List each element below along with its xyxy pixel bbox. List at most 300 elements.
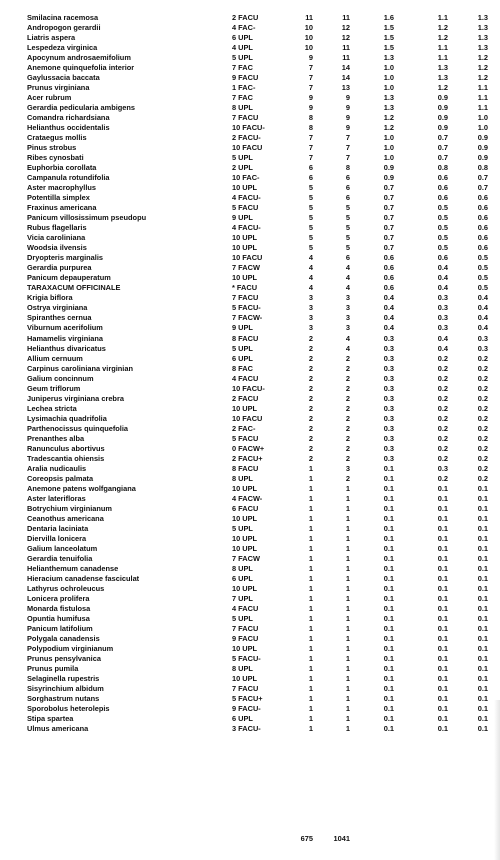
value-3: 0.7 — [383, 183, 394, 193]
value-5: 0.1 — [477, 643, 488, 653]
value-3: 1.5 — [383, 43, 394, 53]
value-5: 0.1 — [477, 684, 488, 694]
value-1: 1 — [308, 684, 313, 694]
value-2: 1 — [345, 704, 350, 714]
value-4: 0.6 — [437, 193, 448, 203]
value-2: 7 — [345, 153, 350, 163]
value-5: 0.1 — [477, 583, 488, 593]
value-1: 1 — [308, 603, 313, 613]
table-row — [0, 404, 500, 414]
wetland-indicator: 7 FACW- — [232, 313, 263, 323]
species-name: Polypodium virginianum — [27, 643, 114, 653]
table-row — [0, 43, 500, 53]
wetland-indicator: 2 FACU- — [232, 133, 261, 143]
value-4: 0.4 — [437, 333, 448, 343]
value-1: 1 — [308, 714, 313, 724]
wetland-indicator: 2 FACU — [232, 13, 259, 22]
wetland-indicator: 10 UPL — [232, 583, 258, 593]
value-1: 2 — [308, 353, 313, 363]
species-name: Gerardia pedicularia ambigens — [27, 103, 136, 113]
value-3: 0.1 — [383, 563, 394, 573]
species-name: Prunus virginiana — [27, 83, 90, 93]
wetland-indicator: 10 FACU — [232, 413, 263, 423]
table-row — [0, 334, 500, 344]
value-2: 3 — [345, 313, 350, 323]
value-2: 12 — [341, 23, 350, 33]
value-4: 1.1 — [437, 53, 448, 63]
species-name: Hieracium canadense fasciculat — [27, 573, 140, 583]
species-name: Ribes cynosbati — [27, 153, 84, 163]
value-1: 2 — [308, 403, 313, 413]
species-name: Juniperus virginiana crebra — [27, 393, 124, 403]
species-name: Lysimachia quadrifolia — [27, 413, 107, 423]
value-3: 1.0 — [383, 73, 394, 83]
species-name: Ulmus americana — [27, 724, 89, 734]
value-5: 0.1 — [477, 593, 488, 603]
value-2: 5 — [345, 243, 350, 253]
species-name: Helianthemum canadense — [27, 563, 119, 573]
value-4: 0.1 — [437, 714, 448, 724]
wetland-indicator: 7 FACW — [232, 553, 260, 563]
value-3: 0.1 — [383, 483, 394, 493]
value-1: 1 — [308, 573, 313, 583]
value-5: 0.5 — [477, 263, 488, 273]
value-4: 1.3 — [437, 63, 448, 73]
value-5: 0.2 — [477, 373, 488, 383]
value-5: 0.2 — [477, 363, 488, 373]
value-1: 2 — [308, 433, 313, 443]
value-5: 0.2 — [477, 423, 488, 433]
table-row — [0, 524, 500, 534]
table-row — [0, 163, 500, 173]
value-1: 10 — [304, 43, 313, 53]
table-row — [0, 624, 500, 634]
value-4: 0.9 — [437, 113, 448, 123]
table-row — [0, 444, 500, 454]
value-3: 0.1 — [383, 603, 394, 613]
species-name: Prunus pumila — [27, 664, 79, 674]
table-row — [0, 694, 500, 704]
value-1: 1 — [308, 483, 313, 493]
wetland-indicator: 10 FACU- — [232, 123, 265, 133]
wetland-indicator: 0 FACW+ — [232, 443, 265, 453]
value-1: 5 — [308, 193, 313, 203]
value-4: 0.9 — [437, 123, 448, 133]
value-4: 0.2 — [437, 423, 448, 433]
table-row — [0, 83, 500, 93]
value-4: 0.1 — [437, 533, 448, 543]
table-row — [0, 394, 500, 404]
value-4: 0.5 — [437, 233, 448, 243]
value-5: 0.2 — [477, 413, 488, 423]
value-2: 3 — [345, 323, 350, 333]
value-1: 5 — [308, 183, 313, 193]
value-1: 1 — [308, 664, 313, 674]
wetland-indicator: 9 FACU — [232, 73, 259, 83]
value-3: 0.6 — [383, 253, 394, 263]
wetland-indicator: 8 UPL — [232, 563, 253, 573]
value-1: 1 — [308, 704, 313, 714]
value-4: 0.2 — [437, 353, 448, 363]
table-row — [0, 303, 500, 313]
value-4: 0.1 — [437, 503, 448, 513]
value-1: 1 — [308, 553, 313, 563]
value-1: 4 — [308, 273, 313, 283]
wetland-indicator: 9 FACU — [232, 633, 259, 643]
species-name: Lespedeza virginica — [27, 43, 98, 53]
species-name: Lonicera prolifera — [27, 593, 90, 603]
value-1: 2 — [308, 343, 313, 353]
value-2: 2 — [345, 443, 350, 453]
value-3: 0.3 — [383, 333, 394, 343]
value-4: 1.3 — [437, 73, 448, 83]
wetland-indicator: 3 FACU- — [232, 724, 261, 734]
species-name: Viburnum acerifolium — [27, 323, 103, 333]
value-1: 1 — [308, 583, 313, 593]
value-3: 1.0 — [383, 143, 394, 153]
value-4: 0.5 — [437, 223, 448, 233]
value-2: 1 — [345, 593, 350, 603]
table-row — [0, 133, 500, 143]
value-5: 0.5 — [477, 283, 488, 293]
value-5: 0.2 — [477, 433, 488, 443]
value-4: 0.5 — [437, 203, 448, 213]
table-row — [0, 604, 500, 614]
value-5: 1.0 — [477, 123, 488, 133]
wetland-indicator: 4 UPL — [232, 43, 253, 53]
value-3: 0.1 — [383, 503, 394, 513]
species-name: Panicum depauperatum — [27, 273, 111, 283]
wetland-indicator: 6 FACU — [232, 503, 259, 513]
value-3: 1.3 — [383, 103, 394, 113]
table-row — [0, 233, 500, 243]
value-3: 0.3 — [383, 383, 394, 393]
table-row — [0, 494, 500, 504]
value-2: 1 — [345, 613, 350, 623]
value-2: 11 — [342, 43, 350, 53]
wetland-indicator: * FACU — [232, 283, 258, 293]
value-2: 1 — [345, 513, 350, 523]
value-3: 0.1 — [383, 543, 394, 553]
wetland-indicator: 7 FACU — [232, 293, 259, 303]
species-name: Dryopteris marginalis — [27, 253, 103, 263]
table-row — [0, 173, 500, 183]
value-5: 0.2 — [477, 473, 488, 483]
species-name: Sporobolus heterolepis — [27, 704, 110, 714]
value-5: 0.2 — [477, 403, 488, 413]
wetland-indicator: 10 UPL — [232, 533, 258, 543]
value-2: 2 — [345, 393, 350, 403]
species-name: Anemone quinquefolia interior — [27, 63, 135, 73]
value-3: 0.4 — [383, 323, 394, 333]
value-4: 1.2 — [437, 33, 448, 43]
wetland-indicator: 7 FACW — [232, 263, 260, 273]
value-2: 1 — [345, 573, 350, 583]
value-2: 7 — [345, 143, 350, 153]
table-row — [0, 714, 500, 724]
value-2: 4 — [345, 333, 350, 343]
value-3: 1.3 — [383, 53, 394, 63]
value-1: 3 — [308, 323, 313, 333]
value-4: 0.1 — [437, 704, 448, 714]
value-3: 0.3 — [383, 423, 394, 433]
value-4: 0.6 — [437, 253, 448, 263]
value-5: 0.1 — [477, 573, 488, 583]
wetland-indicator: 8 UPL — [232, 103, 253, 113]
value-5: 0.1 — [477, 654, 488, 663]
species-name: Helianthus occidentalis — [27, 123, 110, 133]
value-3: 0.4 — [383, 313, 394, 323]
value-4: 0.9 — [437, 93, 448, 103]
value-3: 0.1 — [383, 583, 394, 593]
value-2: 14 — [341, 73, 350, 83]
species-name: Smilacina racemosa — [27, 13, 99, 22]
species-name: Diervilla lonicera — [27, 533, 87, 543]
value-2: 1 — [345, 623, 350, 633]
table-row — [0, 283, 500, 293]
value-2: 4 — [345, 343, 350, 353]
value-5: 0.1 — [477, 613, 488, 623]
wetland-indicator: 5 UPL — [232, 343, 253, 353]
value-1: 6 — [308, 173, 313, 183]
value-5: 0.2 — [477, 463, 488, 473]
table-row — [0, 464, 500, 474]
value-4: 0.1 — [437, 643, 448, 653]
value-3: 1.0 — [383, 153, 394, 163]
value-2: 11 — [342, 13, 350, 22]
table-row — [0, 674, 500, 684]
value-5: 0.1 — [477, 563, 488, 573]
value-3: 0.1 — [383, 463, 394, 473]
value-2: 4 — [345, 263, 350, 273]
table-row — [0, 354, 500, 364]
table-row — [0, 484, 500, 494]
value-2: 2 — [345, 473, 350, 483]
table-row — [0, 644, 500, 654]
table-row — [0, 13, 500, 23]
value-4: 0.7 — [437, 143, 448, 153]
value-1: 2 — [308, 393, 313, 403]
species-name: Comandra richardsiana — [27, 113, 110, 123]
table-row — [0, 534, 500, 544]
value-4: 0.6 — [437, 183, 448, 193]
species-name: Woodsia ilvensis — [27, 243, 87, 253]
value-4: 0.7 — [437, 153, 448, 163]
value-4: 0.4 — [437, 263, 448, 273]
value-4: 0.2 — [437, 413, 448, 423]
species-name: Helianthus divaricatus — [27, 343, 106, 353]
value-2: 6 — [345, 173, 350, 183]
value-3: 0.7 — [383, 213, 394, 223]
value-5: 1.3 — [477, 33, 488, 43]
value-2: 1 — [345, 654, 350, 663]
value-4: 0.1 — [437, 513, 448, 523]
species-name: TARAXACUM OFFICINALE — [27, 283, 121, 293]
value-4: 0.2 — [437, 383, 448, 393]
wetland-indicator: 6 UPL — [232, 573, 253, 583]
value-2: 2 — [345, 383, 350, 393]
value-5: 0.2 — [477, 453, 488, 463]
value-2: 4 — [345, 283, 350, 293]
wetland-indicator: 1 FAC- — [232, 83, 256, 93]
value-2: 5 — [345, 223, 350, 233]
value-1: 7 — [308, 153, 313, 163]
value-3: 0.3 — [383, 413, 394, 423]
species-name: Crataegus mollis — [27, 133, 87, 143]
value-4: 0.1 — [437, 613, 448, 623]
table-row — [0, 454, 500, 464]
wetland-indicator: 10 UPL — [232, 483, 258, 493]
species-name: Gerardia purpurea — [27, 263, 92, 273]
value-3: 1.5 — [383, 23, 394, 33]
value-1: 1 — [308, 473, 313, 483]
value-4: 0.7 — [437, 133, 448, 143]
value-2: 2 — [345, 433, 350, 443]
value-5: 0.1 — [477, 503, 488, 513]
value-5: 0.1 — [477, 543, 488, 553]
species-name: Monarda fistulosa — [27, 603, 91, 613]
value-1: 9 — [308, 93, 313, 103]
value-3: 1.0 — [383, 63, 394, 73]
wetland-indicator: 4 FACU — [232, 603, 259, 613]
value-5: 0.4 — [477, 323, 488, 333]
value-5: 0.1 — [477, 483, 488, 493]
value-3: 0.6 — [383, 263, 394, 273]
value-1: 1 — [308, 513, 313, 523]
value-3: 1.6 — [383, 13, 394, 22]
total-column-2: 1041 — [333, 834, 350, 843]
value-3: 0.1 — [383, 724, 394, 734]
value-5: 0.6 — [477, 213, 488, 223]
wetland-indicator: 5 UPL — [232, 153, 253, 163]
table-row — [0, 474, 500, 484]
wetland-indicator: 4 FACU — [232, 373, 259, 383]
table-row — [0, 93, 500, 103]
value-2: 14 — [341, 63, 350, 73]
value-4: 0.2 — [437, 363, 448, 373]
value-5: 0.4 — [477, 313, 488, 323]
table-row — [0, 323, 500, 333]
value-4: 0.1 — [437, 684, 448, 694]
value-4: 0.1 — [437, 654, 448, 663]
value-3: 0.9 — [383, 163, 394, 173]
value-3: 0.3 — [383, 433, 394, 443]
value-5: 0.1 — [477, 553, 488, 563]
value-3: 0.1 — [383, 654, 394, 663]
species-name: Galium lanceolatum — [27, 543, 98, 553]
value-2: 1 — [345, 684, 350, 694]
wetland-indicator: 8 UPL — [232, 664, 253, 674]
wetland-indicator: 10 UPL — [232, 674, 258, 684]
value-1: 1 — [308, 503, 313, 513]
value-4: 0.2 — [437, 473, 448, 483]
value-3: 0.1 — [383, 553, 394, 563]
value-1: 1 — [308, 694, 313, 704]
value-5: 0.1 — [477, 674, 488, 684]
wetland-indicator: 5 UPL — [232, 523, 253, 533]
wetland-indicator: 10 UPL — [232, 403, 258, 413]
wetland-indicator: 5 UPL — [232, 53, 253, 63]
value-3: 0.3 — [383, 343, 394, 353]
table-row — [0, 153, 500, 163]
value-2: 4 — [345, 273, 350, 283]
wetland-indicator: 10 UPL — [232, 233, 258, 243]
value-3: 0.9 — [383, 173, 394, 183]
wetland-indicator: 9 UPL — [232, 323, 253, 333]
wetland-indicator: 7 FACU — [232, 684, 259, 694]
species-name: Ranunculus abortivus — [27, 443, 105, 453]
page-edge-shadow — [494, 700, 500, 860]
table-row — [0, 584, 500, 594]
value-5: 0.6 — [477, 233, 488, 243]
species-name: Stipa spartea — [27, 714, 74, 724]
value-4: 0.1 — [437, 664, 448, 674]
value-5: 0.9 — [477, 133, 488, 143]
species-name: Tradescantia ohiensis — [27, 453, 105, 463]
value-1: 4 — [308, 263, 313, 273]
value-3: 0.4 — [383, 293, 394, 303]
table-row — [0, 704, 500, 714]
value-1: 2 — [308, 423, 313, 433]
value-3: 0.1 — [383, 573, 394, 583]
value-5: 1.3 — [477, 23, 488, 33]
value-5: 0.4 — [477, 293, 488, 303]
value-2: 8 — [345, 163, 350, 173]
value-3: 0.7 — [383, 233, 394, 243]
value-4: 0.6 — [437, 173, 448, 183]
value-4: 0.2 — [437, 433, 448, 443]
wetland-indicator: 7 FAC — [232, 63, 253, 73]
value-5: 0.4 — [477, 303, 488, 313]
value-4: 0.1 — [437, 563, 448, 573]
value-1: 5 — [308, 203, 313, 213]
species-name: Apocynum androsaemifolium — [27, 53, 131, 63]
wetland-indicator: 8 UPL — [232, 473, 253, 483]
value-4: 0.4 — [437, 343, 448, 353]
species-name: Acer rubrum — [27, 93, 72, 103]
value-2: 2 — [345, 373, 350, 383]
value-1: 9 — [308, 103, 313, 113]
value-1: 1 — [308, 654, 313, 663]
value-3: 1.0 — [383, 133, 394, 143]
value-3: 0.1 — [383, 493, 394, 503]
value-4: 0.2 — [437, 443, 448, 453]
value-2: 3 — [345, 463, 350, 473]
wetland-indicator: 2 UPL — [232, 163, 253, 173]
value-1: 1 — [308, 593, 313, 603]
table-row — [0, 63, 500, 73]
value-5: 0.1 — [477, 633, 488, 643]
value-4: 0.3 — [437, 293, 448, 303]
wetland-indicator: 9 UPL — [232, 213, 253, 223]
value-3: 0.6 — [383, 283, 394, 293]
species-name: Botrychium virginianum — [27, 503, 113, 513]
table-row — [0, 73, 500, 83]
species-name: Carpinus caroliniana virginian — [27, 363, 133, 373]
value-5: 0.1 — [477, 523, 488, 533]
value-2: 9 — [345, 93, 350, 103]
table-row — [0, 213, 500, 223]
species-name: Lechea stricta — [27, 403, 77, 413]
value-2: 9 — [345, 113, 350, 123]
value-1: 6 — [308, 163, 313, 173]
wetland-indicator: 5 FACU — [232, 433, 259, 443]
wetland-indicator: 4 FACU- — [232, 193, 261, 203]
value-1: 5 — [308, 243, 313, 253]
value-4: 1.1 — [437, 43, 448, 53]
table-row — [0, 574, 500, 584]
value-5: 0.5 — [477, 253, 488, 263]
